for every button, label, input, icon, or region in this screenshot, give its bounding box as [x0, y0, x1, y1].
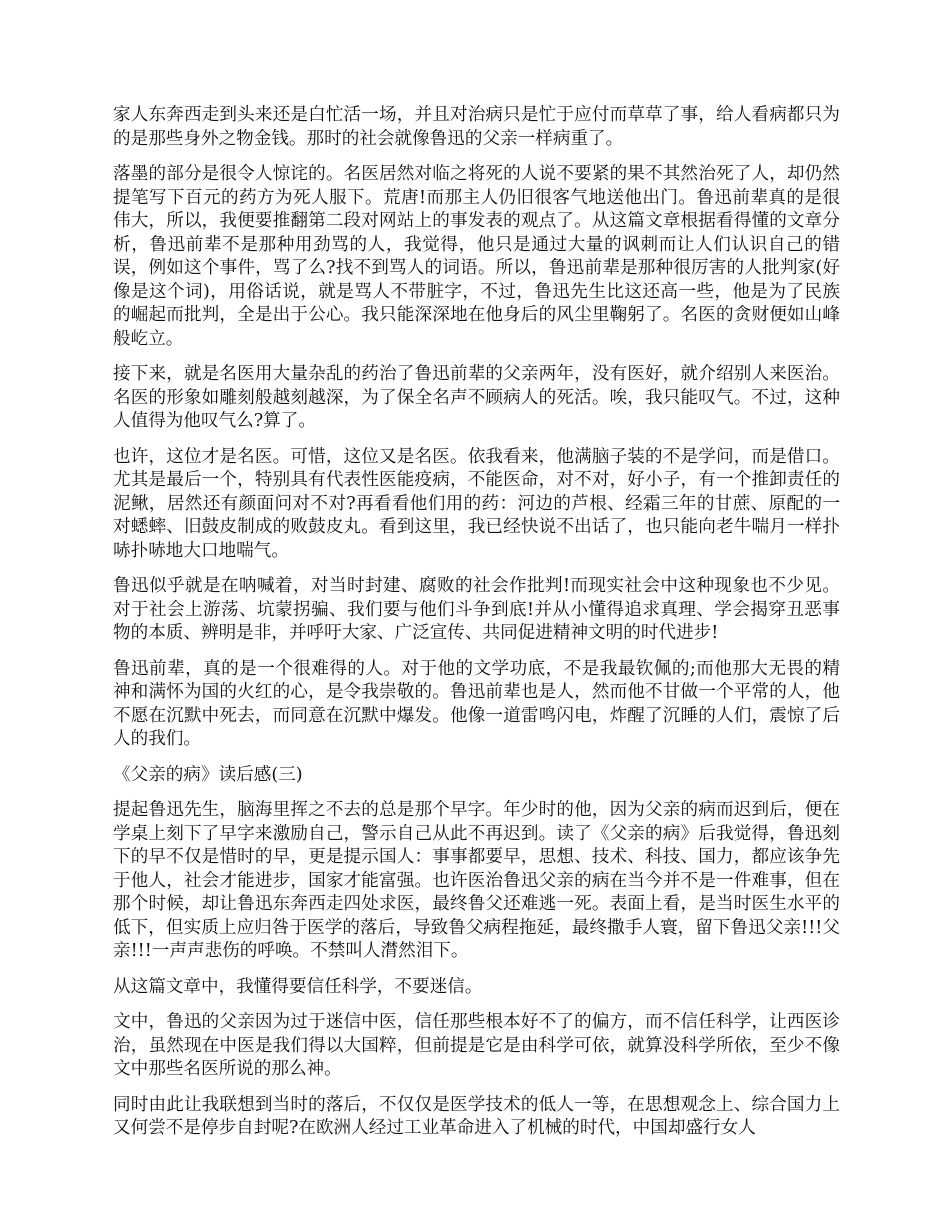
- document-body: [113, 104, 840, 1153]
- paragraph: 从这篇文章中，我懂得要信任科学，不要迷信。: [113, 976, 483, 997]
- paragraph: 鲁迅前辈，真的是一个很难得的人。对于他的文学功底，不是我最钦佩的;而他那大无畏的精神和满怀为国的火红的心，是令我崇敬的。鲁迅前辈也是人，然而他不甘做一个平常的人，他不愿在沉默中死去，而同意在沉默中爆发。他像一道雷鸣闪电，炸醒了沉睡的人们，震惊了后人的我们。: [113, 658, 840, 749]
- paragraph: 也许，这位才是名医。可惜，这位又是名医。依我看来，他满脑子装的不是学问，而是借口。尤其是最后一个，特别具有代表性医能疫病，不能医命，对不对，好小子，有一个推卸责任的泥鳅，居然还有颜面问对不对?再看看他们用的药：河边的芦根、经霜三年的甘蔗、原配的一对蟋蟀、旧鼓皮制成的败鼓皮丸。看到这里，我已经快说不出话了，也只能向老牛喘月一样扑哧扑哧地大口地喘气。: [113, 446, 840, 561]
- paragraph: 家人东奔西走到头来还是白忙活一场，并且对治病只是忙于应付而草草了事，给人看病都只为的是那些身外之物金钱。那时的社会就像鲁迅的父亲一样病重了。: [113, 105, 840, 149]
- paragraph: 接下来，就是名医用大量杂乱的药治了鲁迅前辈的父亲两年，没有医好，就介绍别人来医治。名医的形象如雕刻般越刻越深，为了保全名声不顾病人的死活。唉，我只能叹气。不过，这种人值得为他叹气么?算了。: [113, 364, 840, 431]
- paragraph: 提起鲁迅先生，脑海里挥之不去的总是那个早字。年少时的他，因为父亲的病而迟到后，便在学桌上刻下了早字来激励自己，警示自己从此不再迟到。读了《父亲的病》后我觉得，鲁迅刻下的早不仅是惜时的早，更是提示国人：事事都要早，思想、技术、科技、国力，都应该争先于他人，社会才能进步，国家才能富强。也许医治鲁迅父亲的病在当今并不是一件难事，但在那个时候，却让鲁迅东奔西走四处求医，最终鲁父还难逃一死。表面上看，是当时医生水平的低下，但实质上应归咎于医学的落后，导致鲁父病程拖延，最终撒手人寰，留下鲁迅父亲!!!父亲!!!一声声悲伤的呼唤。不禁叫人潸然泪下。: [113, 800, 840, 961]
- paragraph: 鲁迅似乎就是在呐喊着，对当时封建、腐败的社会作批判!而现实社会中这种现象也不少见。 对于社会上游荡、坑蒙拐骗、我们要与他们斗争到底!并从小懂得追求真理、学会揭穿丑恶事物的本质、辨明是非，并呼吁大家、广泛宣传、共同促进精神文明的时代进步!: [113, 576, 840, 643]
- paragraph: 文中，鲁迅的父亲因为过于迷信中医，信任那些根本好不了的偏方，而不信任科学，让西医诊治，虽然现在中医是我们得以大国粹，但前提是它是由科学可依，就算没科学所依，至少不像文中那些名医所说的那么神。: [113, 1012, 840, 1079]
- section-heading: 《父亲的病》读后感(三): [113, 764, 303, 785]
- paragraph: 落墨的部分是很令人惊诧的。名医居然对临之将死的人说不要紧的果不其然治死了人，却仍然提笔写下百元的药方为死人服下。荒唐!而那主人仍旧很客气地送他出门。鲁迅前辈真的是很伟大，所以，我便要推翻第二段对网站上的事发表的观点了。从这篇文章根据看得懂的文章分析，鲁迅前辈不是那种用劲骂的人，我觉得，他只是通过大量的讽刺而让人们认识自己的错误，例如这个事件，骂了么?找不到骂人的词语。所以，鲁迅前辈是那种很厉害的人批判家(好像是这个词)，用俗话说，就是骂人不带脏字，不过，鲁迅先生比这还高一些，他是为了民族的崛起而批判，全是出于公心。我只能深深地在他身后的风尘里鞠躬了。名医的贪财便如山峰般屹立。: [113, 164, 840, 349]
- paragraph: 同时由此让我联想到当时的落后，不仅仅是医学技术的低人一等，在思想观念上、综合国力上又何尝不是停步自封呢?在欧洲人经过工业革命进入了机械的时代，中国却盛行女人: [113, 1094, 840, 1138]
